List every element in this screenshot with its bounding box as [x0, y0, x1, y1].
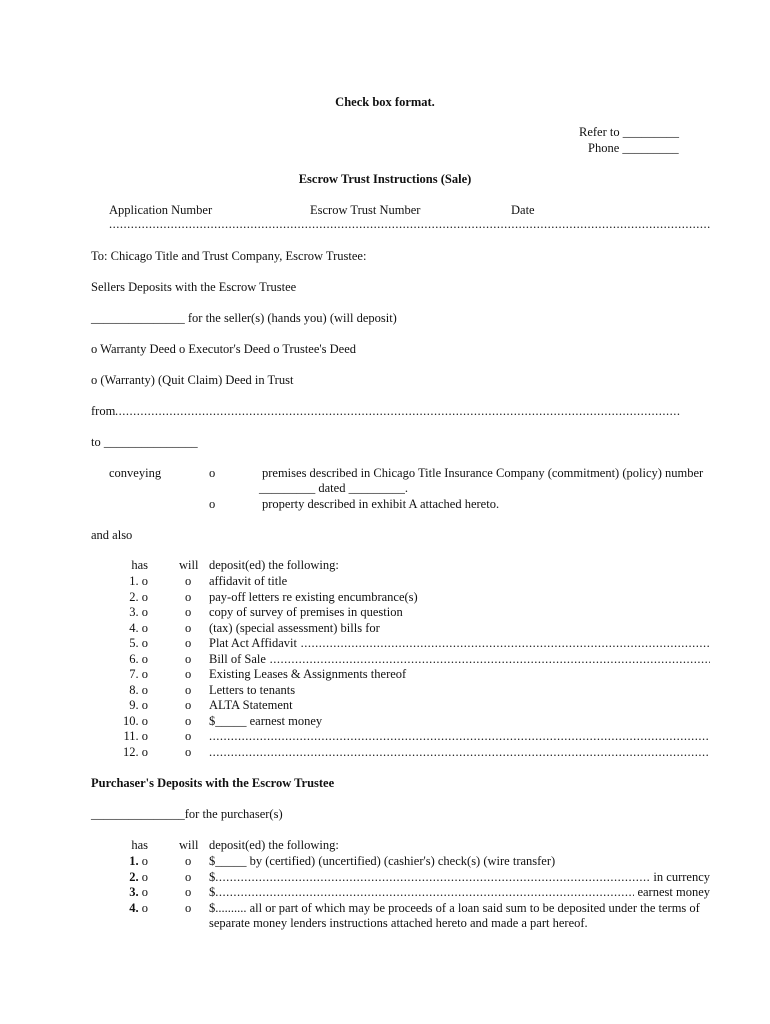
will-checkbox[interactable]: o [185, 574, 192, 588]
has-checkbox[interactable] [88, 870, 148, 885]
dotted-leader [209, 729, 710, 743]
table-row [0, 854, 770, 869]
conveying-option-1: premises described in Chicago Title Insurance Company (commitment) (policy) number [262, 466, 704, 480]
deposit-item [209, 698, 710, 713]
deposit-item-label: copy of survey of premises in question [209, 605, 403, 619]
table-row [0, 885, 770, 900]
deposit-item [209, 901, 710, 916]
will-checkbox[interactable]: o [185, 885, 192, 899]
deeds-line: o Warranty Deed o Executor's Deed o Trustee's Deed [91, 342, 357, 356]
table-row [0, 745, 770, 760]
deposit-item-label: (tax) (special assessment) bills for [209, 620, 380, 635]
to-line: to _______________ [91, 435, 198, 449]
has-checkbox[interactable]: 12. o [123, 744, 148, 759]
table-row [0, 667, 770, 682]
conveying-label: conveying [109, 466, 162, 480]
will-checkbox[interactable]: o [185, 589, 192, 604]
will-checkbox[interactable]: o [185, 744, 192, 759]
deposit-item [209, 870, 710, 885]
refer-to-field: Refer to _________ [579, 125, 679, 139]
dotted-leader [266, 652, 710, 666]
has-box[interactable]: o [141, 854, 148, 868]
application-number-label: Application Number [109, 203, 213, 217]
addressee-line: To: Chicago Title and Trust Company, Escrow Trustee: [91, 249, 367, 263]
has-checkbox[interactable]: 2. o [129, 589, 148, 604]
deposit-item-label: affidavit of title [209, 574, 288, 588]
deposit-item [209, 683, 710, 698]
table-row [0, 714, 770, 729]
trust-deed-line: o (Warranty) (Quit Claim) Deed in Trust [91, 373, 294, 387]
table-row [0, 574, 770, 589]
deposit-item [209, 590, 710, 605]
escrow-trust-number-label: Escrow Trust Number [310, 203, 421, 217]
table-row [0, 652, 770, 667]
deposit-item-label: $ [209, 885, 216, 899]
from-line [91, 404, 681, 419]
from-dotted-rule [115, 404, 681, 419]
will-checkbox[interactable]: o [185, 667, 192, 681]
table-row [0, 683, 770, 698]
deposit-item-label: $_____ by (certified) (uncertified) (cashier's) check(s) (wire transfer) [209, 854, 556, 868]
deposit-item [209, 714, 710, 729]
format-title: Check box format. [335, 95, 435, 109]
deposit-item-tail: earnest money [637, 885, 710, 899]
deposit-item-label: $_____ earnest money [209, 713, 323, 728]
has-checkbox[interactable]: 4. o [129, 620, 148, 635]
deposit-item-label: ALTA Statement [209, 698, 293, 712]
deposit-item [209, 652, 710, 667]
row-number: 1. [129, 854, 139, 868]
header-dotted-rule [109, 217, 710, 232]
deposit-item-label: pay-off letters re existing encumbrance(s) [209, 589, 418, 604]
dotted-leader [215, 870, 650, 885]
deposit-item [209, 667, 710, 682]
seller-table-header [0, 558, 770, 573]
has-checkbox[interactable]: 8. o [129, 682, 148, 697]
has-checkbox[interactable]: 1. o [129, 574, 148, 588]
will-checkbox[interactable]: o [185, 729, 192, 743]
dotted-leader [209, 745, 710, 759]
dotted-leader [297, 636, 710, 650]
document-title: Escrow Trust Instructions (Sale) [298, 172, 472, 186]
has-checkbox[interactable]: 7. o [129, 667, 148, 681]
row-number: 2. [129, 869, 139, 884]
table-row [0, 729, 770, 744]
has-checkbox[interactable]: 10. o [123, 713, 148, 728]
deposit-item-label: Letters to tenants [209, 682, 296, 697]
deposit-item-label: $.......... all or part of which may be proceeds of a loan said sum to be deposited under the terms of [209, 900, 700, 915]
deposit-item-label: Bill of Sale [209, 651, 266, 666]
table-row [0, 605, 770, 620]
conveying-option-1-box[interactable]: o [209, 466, 216, 480]
table-row [0, 590, 770, 605]
will-checkbox[interactable]: o [185, 869, 192, 884]
deposit-item-label: $ [209, 869, 216, 884]
row-number: 3. [129, 885, 139, 899]
has-checkbox[interactable]: 3. o [129, 605, 148, 619]
deposit-item [209, 745, 710, 760]
dotted-leader [215, 885, 634, 900]
phone-field: Phone _________ [588, 141, 679, 155]
table-row [0, 698, 770, 713]
and-also-label: and also [91, 528, 133, 542]
will-checkbox[interactable]: o [185, 636, 192, 650]
sellers-heading: Sellers Deposits with the Escrow Trustee [91, 280, 297, 294]
deposit-item [209, 854, 710, 869]
will-header: will [179, 838, 199, 852]
deposit-item [209, 885, 710, 900]
deposit-item-tail: in currency [653, 869, 710, 884]
has-box[interactable]: o [141, 900, 148, 915]
conveying-option-1-cont: _________ dated _________. [259, 481, 408, 495]
has-header: has [131, 838, 148, 852]
from-label: from [91, 404, 116, 418]
deposit-item-label: Plat Act Affidavit [209, 636, 297, 650]
has-checkbox[interactable]: 9. o [129, 698, 148, 712]
has-checkbox[interactable] [88, 901, 148, 916]
deposit-item [209, 729, 710, 744]
has-checkbox[interactable]: 5. o [129, 636, 148, 650]
will-checkbox[interactable]: o [185, 605, 192, 619]
conveying-option-2-box[interactable]: o [209, 497, 216, 511]
will-checkbox[interactable]: o [185, 682, 192, 697]
has-checkbox[interactable]: 11. o [123, 729, 148, 743]
will-checkbox[interactable]: o [185, 900, 192, 915]
deposit-item [209, 636, 710, 651]
will-checkbox[interactable]: o [185, 713, 192, 728]
purchaser-heading: Purchaser's Deposits with the Escrow Trustee [91, 776, 335, 790]
date-label: Date [511, 203, 535, 217]
has-header: has [131, 558, 148, 572]
table-row [0, 901, 770, 916]
purchaser-line: _______________for the purchaser(s) [91, 807, 283, 821]
has-box[interactable]: o [141, 869, 148, 884]
will-header: will [179, 558, 199, 572]
will-checkbox[interactable]: o [185, 651, 192, 666]
conveying-option-2: property described in exhibit A attached hereto. [262, 497, 500, 511]
has-checkbox[interactable] [88, 885, 148, 900]
has-checkbox[interactable] [88, 854, 148, 869]
deposit-item [209, 574, 710, 589]
purchaser-row-4-cont: separate money lenders instructions attached hereto and made a part hereof. [209, 916, 588, 930]
row-number: 4. [129, 900, 139, 915]
has-checkbox[interactable]: 6. o [129, 651, 148, 666]
deposit-header: deposit(ed) the following: [209, 558, 339, 572]
purchaser-table-header [0, 838, 770, 853]
will-checkbox[interactable]: o [185, 698, 192, 712]
deposit-item [209, 621, 710, 636]
table-row [0, 636, 770, 651]
seller-line: _______________ for the seller(s) (hands you) (will deposit) [91, 311, 397, 325]
will-checkbox[interactable]: o [185, 620, 192, 635]
will-checkbox[interactable]: o [185, 854, 192, 868]
table-row [0, 621, 770, 636]
table-row [0, 870, 770, 885]
has-box[interactable]: o [141, 885, 148, 899]
deposit-item-label: Existing Leases & Assignments thereof [209, 667, 407, 681]
deposit-header: deposit(ed) the following: [209, 838, 339, 852]
deposit-item [209, 605, 710, 620]
